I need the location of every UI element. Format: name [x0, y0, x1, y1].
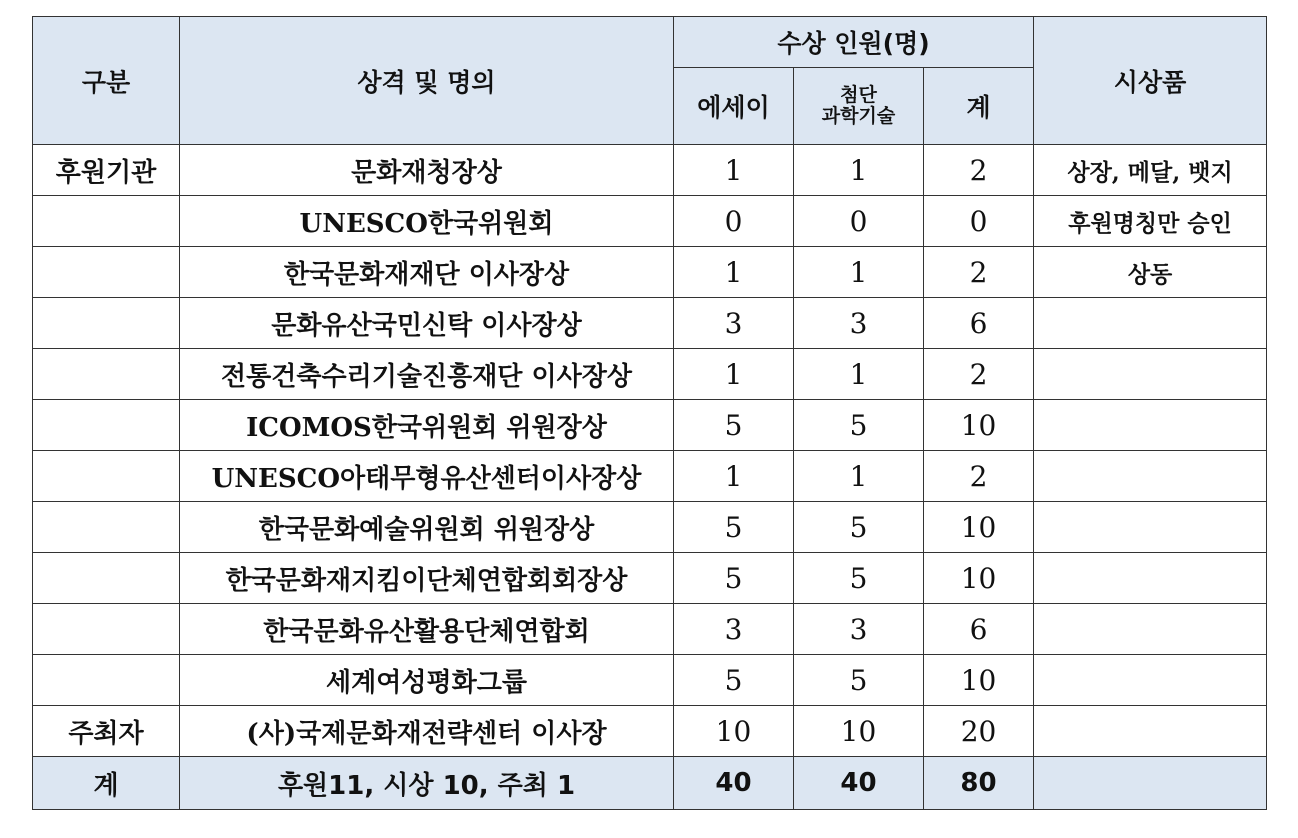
- cell-essay: 3: [674, 298, 794, 349]
- header-tech: [794, 68, 924, 145]
- cell-category: [33, 247, 180, 298]
- table-row: [33, 400, 1267, 451]
- cell-award-name: 한국문화재지킴이단체연합회회장상: [180, 553, 674, 604]
- cell-tech: 1: [794, 451, 924, 502]
- cell-category: [33, 196, 180, 247]
- cell-award-name: (사)국제문화재전략센터 이사장: [180, 706, 674, 757]
- cell-tech: 1: [794, 145, 924, 196]
- cell-category: [33, 604, 180, 655]
- cell-prize: [1034, 400, 1267, 451]
- cell-tech: 10: [794, 706, 924, 757]
- table-row: [33, 553, 1267, 604]
- cell-total: 10: [924, 553, 1034, 604]
- header-award-name: 상격 및 명의: [180, 17, 674, 145]
- cell-total: 2: [924, 349, 1034, 400]
- header-tech-line1: 첨단: [840, 84, 877, 106]
- table-row: [33, 247, 1267, 298]
- cell-essay: 5: [674, 553, 794, 604]
- cell-tech: 5: [794, 655, 924, 706]
- cell-total: 2: [924, 247, 1034, 298]
- cell-prize: [1034, 655, 1267, 706]
- table-row: [33, 655, 1267, 706]
- cell-category: [33, 400, 180, 451]
- cell-prize: [1034, 553, 1267, 604]
- table-row: [33, 145, 1267, 196]
- cell-category: 후원기관: [33, 145, 180, 196]
- cell-total: 6: [924, 298, 1034, 349]
- table-header: [33, 17, 1267, 145]
- header-recipients-group: 수상 인원(명): [674, 17, 1034, 68]
- cell-prize: [1034, 349, 1267, 400]
- cell-award-name: 한국문화재재단 이사장상: [180, 247, 674, 298]
- cell-total: 0: [924, 196, 1034, 247]
- header-category: 구분: [33, 17, 180, 145]
- cell-prize: [1034, 451, 1267, 502]
- cell-essay: 5: [674, 502, 794, 553]
- award-table: [32, 16, 1267, 810]
- cell-tech: 3: [794, 298, 924, 349]
- cell-category: [33, 349, 180, 400]
- cell-award-name: 전통건축수리기술진흥재단 이사장상: [180, 349, 674, 400]
- total-total: 80: [924, 757, 1034, 810]
- header-total: 계: [924, 68, 1034, 145]
- cell-award-name: 한국문화예술위원회 위원장상: [180, 502, 674, 553]
- cell-essay: 3: [674, 604, 794, 655]
- table-row: [33, 349, 1267, 400]
- table-row: [33, 604, 1267, 655]
- cell-essay: 5: [674, 655, 794, 706]
- cell-total: 6: [924, 604, 1034, 655]
- cell-prize: 상동: [1034, 247, 1267, 298]
- total-row: [33, 757, 1267, 810]
- header-row-1: [33, 17, 1267, 68]
- cell-tech: 3: [794, 604, 924, 655]
- cell-category: [33, 502, 180, 553]
- cell-award-name: 문화유산국민신탁 이사장상: [180, 298, 674, 349]
- cell-prize: [1034, 604, 1267, 655]
- table-row: [33, 502, 1267, 553]
- cell-tech: 5: [794, 400, 924, 451]
- cell-prize: 후원명칭만 승인: [1034, 196, 1267, 247]
- table-row: [33, 706, 1267, 757]
- table-row: [33, 298, 1267, 349]
- cell-total: 10: [924, 502, 1034, 553]
- cell-award-name: UNESCO한국위원회: [180, 196, 674, 247]
- cell-tech: 1: [794, 247, 924, 298]
- cell-tech: 1: [794, 349, 924, 400]
- cell-total: 10: [924, 400, 1034, 451]
- cell-award-name: 문화재청장상: [180, 145, 674, 196]
- cell-category: [33, 655, 180, 706]
- cell-award-name: ICOMOS한국위원회 위원장상: [180, 400, 674, 451]
- cell-essay: 1: [674, 145, 794, 196]
- cell-tech: 5: [794, 502, 924, 553]
- table-row: [33, 451, 1267, 502]
- cell-category: [33, 298, 180, 349]
- cell-essay: 0: [674, 196, 794, 247]
- cell-award-name: 한국문화유산활용단체연합회: [180, 604, 674, 655]
- cell-prize: 상장, 메달, 뱃지: [1034, 145, 1267, 196]
- table-body: [33, 145, 1267, 757]
- cell-essay: 1: [674, 451, 794, 502]
- header-tech-line2: 과학기술: [821, 105, 896, 127]
- header-essay: 에세이: [674, 68, 794, 145]
- cell-prize: [1034, 502, 1267, 553]
- cell-prize: [1034, 706, 1267, 757]
- cell-essay: 5: [674, 400, 794, 451]
- cell-tech: 5: [794, 553, 924, 604]
- cell-category: [33, 451, 180, 502]
- cell-category: 주최자: [33, 706, 180, 757]
- total-name: 후원11, 시상 10, 주최 1: [180, 757, 674, 810]
- total-category: 계: [33, 757, 180, 810]
- cell-essay: 10: [674, 706, 794, 757]
- cell-total: 10: [924, 655, 1034, 706]
- cell-award-name: 세계여성평화그룹: [180, 655, 674, 706]
- table-row: [33, 196, 1267, 247]
- cell-total: 2: [924, 145, 1034, 196]
- cell-prize: [1034, 298, 1267, 349]
- cell-total: 20: [924, 706, 1034, 757]
- header-prize: 시상품: [1034, 17, 1267, 145]
- total-essay: 40: [674, 757, 794, 810]
- total-tech: 40: [794, 757, 924, 810]
- cell-award-name: UNESCO아태무형유산센터이사장상: [180, 451, 674, 502]
- total-prize: [1034, 757, 1267, 810]
- cell-essay: 1: [674, 247, 794, 298]
- cell-tech: 0: [794, 196, 924, 247]
- cell-category: [33, 553, 180, 604]
- cell-total: 2: [924, 451, 1034, 502]
- cell-essay: 1: [674, 349, 794, 400]
